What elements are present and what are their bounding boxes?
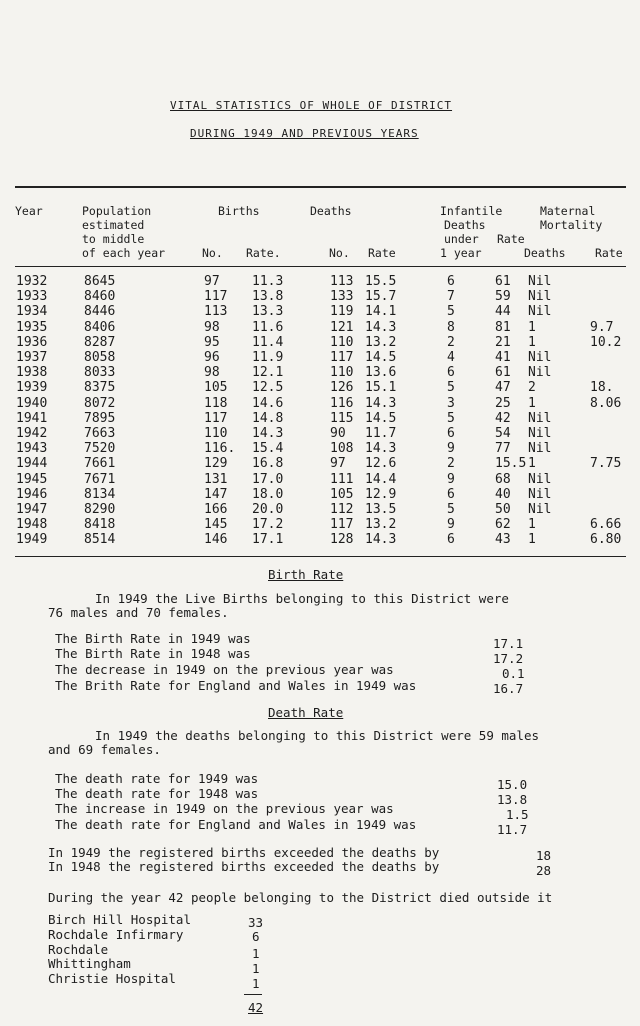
header-maternal-1: Maternal bbox=[540, 204, 596, 218]
header-population-3: to middle bbox=[82, 232, 145, 246]
death-rate-item-label: The increase in 1949 on the previous year was bbox=[55, 801, 394, 816]
row-infantile-rate: 43 bbox=[495, 532, 511, 548]
row-maternal-rate: 18. bbox=[590, 380, 614, 396]
row-maternal-deaths: 1 bbox=[528, 456, 536, 472]
row-population: 8072 bbox=[84, 395, 116, 411]
row-maternal-deaths: Nil bbox=[528, 365, 552, 381]
outside-place: Rochdale bbox=[48, 942, 109, 957]
row-deaths-no: 126 bbox=[330, 380, 354, 396]
row-year: 1938 bbox=[16, 365, 48, 381]
row-deaths-no: 90 bbox=[330, 426, 346, 441]
row-deaths-no: 121 bbox=[330, 319, 354, 335]
excess-label: In 1948 the registered births exceeded the deaths by bbox=[48, 859, 440, 874]
table-row bbox=[0, 517, 640, 532]
row-infantile-rate: 42 bbox=[495, 410, 511, 426]
table-bottom-rule bbox=[15, 556, 626, 557]
table-row bbox=[0, 274, 640, 289]
table-row bbox=[0, 304, 640, 319]
row-births-rate: 12.5 bbox=[252, 380, 284, 396]
row-infantile-deaths: 9 bbox=[447, 517, 455, 533]
row-deaths-rate: 13.2 bbox=[365, 517, 397, 533]
outside-count: 1 bbox=[252, 976, 260, 991]
row-infantile-deaths: 5 bbox=[447, 410, 455, 426]
row-births-no: 110 bbox=[204, 426, 228, 441]
row-deaths-rate: 14.3 bbox=[365, 441, 397, 457]
row-infantile-rate: 50 bbox=[495, 502, 511, 517]
table-row bbox=[0, 289, 640, 304]
row-infantile-deaths: 9 bbox=[447, 441, 455, 457]
row-deaths-no: 111 bbox=[330, 471, 354, 487]
row-births-no: 96 bbox=[204, 350, 220, 365]
row-deaths-rate: 12.6 bbox=[365, 456, 397, 472]
outside-place: Rochdale Infirmary bbox=[48, 927, 184, 942]
row-deaths-no: 128 bbox=[330, 532, 354, 548]
row-deaths-no: 108 bbox=[330, 441, 354, 457]
row-infantile-deaths: 6 bbox=[447, 426, 455, 441]
row-year: 1944 bbox=[16, 456, 48, 472]
header-population-4: of each year bbox=[82, 246, 166, 260]
row-deaths-no: 112 bbox=[330, 502, 354, 517]
row-deaths-rate: 13.6 bbox=[365, 365, 397, 381]
row-deaths-no: 110 bbox=[330, 365, 354, 381]
outside-total: 42 bbox=[248, 1000, 264, 1015]
row-births-rate: 20.0 bbox=[252, 502, 284, 517]
outside-count: 1 bbox=[252, 961, 260, 976]
row-population: 7671 bbox=[84, 471, 116, 487]
row-deaths-rate: 13.2 bbox=[365, 334, 397, 350]
outside-count: 33 bbox=[248, 915, 264, 930]
birth-rate-item-label: The decrease in 1949 on the previous year was bbox=[55, 662, 394, 677]
row-births-rate: 13.8 bbox=[252, 289, 284, 305]
header-births-no: No. bbox=[202, 246, 223, 260]
header-deaths: Deaths bbox=[310, 204, 352, 218]
row-maternal-rate: 7.75 bbox=[590, 456, 622, 472]
row-population: 7663 bbox=[84, 426, 116, 441]
table-row bbox=[0, 472, 640, 487]
row-maternal-deaths: Nil bbox=[528, 410, 552, 426]
table-row bbox=[0, 365, 640, 380]
table-row bbox=[0, 320, 640, 335]
header-maternal-rate: Rate bbox=[595, 246, 623, 260]
row-births-no: 117 bbox=[204, 289, 228, 305]
row-infantile-rate: 54 bbox=[495, 426, 511, 441]
death-rate-intro-1: In 1949 the deaths belonging to this District were 59 males bbox=[95, 728, 540, 743]
row-deaths-rate: 14.5 bbox=[365, 410, 397, 426]
row-population: 7895 bbox=[84, 410, 116, 426]
outside-count: 1 bbox=[252, 946, 260, 961]
birth-rate-item-value: 16.7 bbox=[493, 681, 524, 696]
page-subtitle: DURING 1949 AND PREVIOUS YEARS bbox=[190, 127, 419, 140]
row-maternal-deaths: Nil bbox=[528, 471, 552, 487]
row-births-no: 166 bbox=[204, 502, 228, 517]
row-maternal-rate: 9.7 bbox=[590, 319, 614, 335]
row-births-rate: 16.8 bbox=[252, 456, 284, 472]
death-rate-item-label: The death rate for England and Wales in 1949 was bbox=[55, 817, 417, 832]
row-maternal-rate: 6.80 bbox=[590, 532, 622, 548]
row-infantile-rate: 25 bbox=[495, 395, 511, 411]
row-infantile-rate: 77 bbox=[495, 441, 511, 457]
row-maternal-deaths: Nil bbox=[528, 502, 552, 517]
row-year: 1936 bbox=[16, 334, 48, 350]
row-year: 1943 bbox=[16, 441, 48, 457]
row-births-rate: 17.1 bbox=[252, 532, 284, 548]
row-maternal-deaths: 2 bbox=[528, 380, 536, 396]
row-population: 8460 bbox=[84, 289, 116, 305]
header-deaths-rate: Rate bbox=[368, 246, 396, 260]
excess-value: 18 bbox=[536, 848, 552, 863]
row-births-no: 117 bbox=[204, 410, 228, 426]
row-maternal-rate: 6.66 bbox=[590, 517, 622, 533]
row-maternal-deaths: 1 bbox=[528, 319, 536, 335]
row-deaths-no: 117 bbox=[330, 517, 354, 533]
row-births-rate: 14.3 bbox=[252, 426, 284, 441]
row-infantile-deaths: 5 bbox=[447, 304, 455, 320]
row-infantile-deaths: 7 bbox=[447, 289, 455, 305]
row-deaths-no: 119 bbox=[330, 304, 354, 320]
row-deaths-rate: 14.3 bbox=[365, 319, 397, 335]
birth-rate-item-value: 0.1 bbox=[502, 666, 525, 681]
total-rule bbox=[244, 994, 262, 995]
row-births-no: 105 bbox=[204, 380, 228, 396]
row-deaths-no: 105 bbox=[330, 486, 354, 502]
row-deaths-rate: 15.1 bbox=[365, 380, 397, 396]
row-deaths-no: 115 bbox=[330, 410, 354, 426]
row-infantile-deaths: 8 bbox=[447, 319, 455, 335]
row-births-no: 95 bbox=[204, 334, 220, 350]
excess-label: In 1949 the registered births exceeded the deaths by bbox=[48, 845, 440, 860]
table-row bbox=[0, 350, 640, 365]
row-births-rate: 11.6 bbox=[252, 319, 284, 335]
death-rate-item-value: 1.5 bbox=[506, 807, 529, 822]
row-infantile-rate: 68 bbox=[495, 471, 511, 487]
row-deaths-rate: 14.3 bbox=[365, 532, 397, 548]
row-infantile-rate: 40 bbox=[495, 486, 511, 502]
row-deaths-rate: 13.5 bbox=[365, 502, 397, 517]
death-rate-item-value: 13.8 bbox=[497, 792, 528, 807]
birth-rate-heading: Birth Rate bbox=[268, 567, 344, 582]
row-year: 1942 bbox=[16, 426, 48, 441]
birth-rate-item-value: 17.2 bbox=[493, 651, 524, 666]
row-infantile-rate: 59 bbox=[495, 289, 511, 305]
row-infantile-deaths: 2 bbox=[447, 334, 455, 350]
row-deaths-rate: 14.3 bbox=[365, 395, 397, 411]
outside-count: 6 bbox=[252, 929, 260, 944]
row-maternal-deaths: Nil bbox=[528, 350, 552, 365]
row-infantile-deaths: 6 bbox=[447, 532, 455, 548]
row-deaths-rate: 15.7 bbox=[365, 289, 397, 305]
row-deaths-no: 117 bbox=[330, 350, 354, 365]
row-year: 1933 bbox=[16, 289, 48, 305]
row-year: 1932 bbox=[16, 274, 48, 289]
row-infantile-deaths: 6 bbox=[447, 365, 455, 381]
table-row bbox=[0, 487, 640, 502]
table-row bbox=[0, 411, 640, 426]
outside-place: Birch Hill Hospital bbox=[48, 912, 191, 927]
row-deaths-rate: 15.5 bbox=[365, 274, 397, 289]
row-deaths-no: 113 bbox=[330, 274, 354, 289]
row-births-no: 145 bbox=[204, 517, 228, 533]
header-infantile-rate: Rate bbox=[497, 232, 525, 246]
row-births-no: 118 bbox=[204, 395, 228, 411]
row-infantile-deaths: 5 bbox=[447, 380, 455, 396]
row-births-no: 113 bbox=[204, 304, 228, 320]
death-rate-item-value: 15.0 bbox=[497, 777, 528, 792]
row-infantile-deaths: 6 bbox=[447, 274, 455, 289]
row-year: 1948 bbox=[16, 517, 48, 533]
death-rate-item-label: The death rate for 1948 was bbox=[55, 786, 259, 801]
row-infantile-rate: 44 bbox=[495, 304, 511, 320]
birth-rate-intro-1: In 1949 the Live Births belonging to this District were bbox=[95, 591, 509, 606]
row-births-rate: 11.4 bbox=[252, 334, 284, 350]
birth-rate-item-label: The Brith Rate for England and Wales in 1949 was bbox=[55, 678, 417, 693]
row-year: 1939 bbox=[16, 380, 48, 396]
row-year: 1947 bbox=[16, 502, 48, 517]
row-maternal-deaths: Nil bbox=[528, 304, 552, 320]
row-deaths-rate: 14.4 bbox=[365, 471, 397, 487]
row-maternal-deaths: Nil bbox=[528, 426, 552, 441]
row-infantile-deaths: 5 bbox=[447, 502, 455, 517]
row-deaths-rate: 14.1 bbox=[365, 304, 397, 320]
row-year: 1949 bbox=[16, 532, 48, 548]
row-population: 8446 bbox=[84, 304, 116, 320]
row-infantile-deaths: 6 bbox=[447, 486, 455, 502]
row-year: 1935 bbox=[16, 319, 48, 335]
row-year: 1941 bbox=[16, 410, 48, 426]
header-deaths-no: No. bbox=[329, 246, 350, 260]
header-infantile-4: 1 year bbox=[440, 246, 482, 260]
row-maternal-deaths: Nil bbox=[528, 289, 552, 305]
row-births-no: 116. bbox=[204, 441, 236, 457]
row-births-rate: 13.3 bbox=[252, 304, 284, 320]
birth-rate-item-label: The Birth Rate in 1948 was bbox=[55, 646, 251, 661]
row-population: 8514 bbox=[84, 532, 116, 548]
page-title: VITAL STATISTICS OF WHOLE OF DISTRICT bbox=[170, 99, 453, 112]
row-maternal-deaths: Nil bbox=[528, 486, 552, 502]
row-births-rate: 18.0 bbox=[252, 486, 284, 502]
row-births-no: 98 bbox=[204, 365, 220, 381]
table-row bbox=[0, 456, 640, 471]
row-year: 1934 bbox=[16, 304, 48, 320]
row-year: 1945 bbox=[16, 471, 48, 487]
row-maternal-deaths: Nil bbox=[528, 441, 552, 457]
row-maternal-deaths: 1 bbox=[528, 395, 536, 411]
header-births-rate: Rate. bbox=[246, 246, 281, 260]
row-infantile-rate: 15.5 bbox=[495, 456, 527, 472]
row-maternal-deaths: Nil bbox=[528, 274, 552, 289]
row-population: 7520 bbox=[84, 441, 116, 457]
birth-rate-item-value: 17.1 bbox=[493, 636, 524, 651]
row-population: 8406 bbox=[84, 319, 116, 335]
header-infantile-2: Deaths bbox=[444, 218, 486, 232]
table-row bbox=[0, 396, 640, 411]
table-row bbox=[0, 441, 640, 456]
death-rate-item-value: 11.7 bbox=[497, 822, 528, 837]
table-row bbox=[0, 502, 640, 517]
birth-rate-intro-2: 76 males and 70 females. bbox=[48, 605, 229, 620]
header-maternal-2: Mortality bbox=[540, 218, 603, 232]
row-births-no: 129 bbox=[204, 456, 228, 472]
row-infantile-deaths: 4 bbox=[447, 350, 455, 365]
row-births-rate: 11.3 bbox=[252, 274, 284, 289]
row-deaths-no: 97 bbox=[330, 456, 346, 472]
row-deaths-no: 110 bbox=[330, 334, 354, 350]
row-deaths-no: 116 bbox=[330, 395, 354, 411]
death-rate-heading: Death Rate bbox=[268, 705, 344, 720]
row-births-no: 131 bbox=[204, 471, 228, 487]
row-births-no: 97 bbox=[204, 274, 220, 289]
row-population: 8287 bbox=[84, 334, 116, 350]
excess-value: 28 bbox=[536, 863, 552, 878]
table-top-rule bbox=[15, 186, 626, 188]
table-row bbox=[0, 532, 640, 547]
row-births-rate: 17.2 bbox=[252, 517, 284, 533]
outside-place: Christie Hospital bbox=[48, 971, 176, 986]
table-row bbox=[0, 335, 640, 350]
row-population: 8134 bbox=[84, 486, 116, 502]
death-rate-intro-2: and 69 females. bbox=[48, 742, 161, 757]
row-population: 8645 bbox=[84, 274, 116, 289]
row-infantile-deaths: 9 bbox=[447, 471, 455, 487]
row-population: 8033 bbox=[84, 365, 116, 381]
header-infantile-3: under bbox=[444, 232, 479, 246]
row-infantile-rate: 61 bbox=[495, 274, 511, 289]
header-rule bbox=[15, 266, 626, 267]
row-infantile-rate: 41 bbox=[495, 350, 511, 365]
birth-rate-item-label: The Birth Rate in 1949 was bbox=[55, 631, 251, 646]
death-rate-item-label: The death rate for 1949 was bbox=[55, 771, 259, 786]
row-births-no: 147 bbox=[204, 486, 228, 502]
row-births-rate: 11.9 bbox=[252, 350, 284, 365]
row-births-rate: 14.8 bbox=[252, 410, 284, 426]
row-deaths-rate: 11.7 bbox=[365, 426, 397, 441]
row-population: 8375 bbox=[84, 380, 116, 396]
row-infantile-rate: 21 bbox=[495, 334, 511, 350]
row-infantile-rate: 47 bbox=[495, 380, 511, 396]
row-births-rate: 12.1 bbox=[252, 365, 284, 381]
row-maternal-rate: 10.2 bbox=[590, 334, 622, 350]
outside-place: Whittingham bbox=[48, 956, 131, 971]
row-maternal-rate: 8.06 bbox=[590, 395, 622, 411]
row-deaths-no: 133 bbox=[330, 289, 354, 305]
table-row bbox=[0, 426, 640, 441]
row-population: 7661 bbox=[84, 456, 116, 472]
row-population: 8418 bbox=[84, 517, 116, 533]
header-maternal-deaths: Deaths bbox=[524, 246, 566, 260]
row-year: 1937 bbox=[16, 350, 48, 365]
header-population-1: Population bbox=[82, 204, 152, 218]
row-maternal-deaths: 1 bbox=[528, 517, 536, 533]
row-maternal-deaths: 1 bbox=[528, 532, 536, 548]
row-infantile-deaths: 3 bbox=[447, 395, 455, 411]
row-deaths-rate: 14.5 bbox=[365, 350, 397, 365]
row-births-rate: 17.0 bbox=[252, 471, 284, 487]
header-infantile-1: Infantile bbox=[440, 204, 503, 218]
outside-line: During the year 42 people belonging to the District died outside it bbox=[48, 890, 553, 905]
row-infantile-deaths: 2 bbox=[447, 456, 455, 472]
row-infantile-rate: 81 bbox=[495, 319, 511, 335]
header-year: Year bbox=[15, 204, 43, 218]
row-births-rate: 14.6 bbox=[252, 395, 284, 411]
table-row bbox=[0, 380, 640, 395]
row-year: 1940 bbox=[16, 395, 48, 411]
row-births-no: 98 bbox=[204, 319, 220, 335]
row-infantile-rate: 61 bbox=[495, 365, 511, 381]
row-population: 8058 bbox=[84, 350, 116, 365]
row-deaths-rate: 12.9 bbox=[365, 486, 397, 502]
header-population-2: estimated bbox=[82, 218, 145, 232]
row-year: 1946 bbox=[16, 486, 48, 502]
header-births: Births bbox=[218, 204, 260, 218]
row-births-rate: 15.4 bbox=[252, 441, 284, 457]
row-maternal-deaths: 1 bbox=[528, 334, 536, 350]
row-population: 8290 bbox=[84, 502, 116, 517]
row-births-no: 146 bbox=[204, 532, 228, 548]
row-infantile-rate: 62 bbox=[495, 517, 511, 533]
